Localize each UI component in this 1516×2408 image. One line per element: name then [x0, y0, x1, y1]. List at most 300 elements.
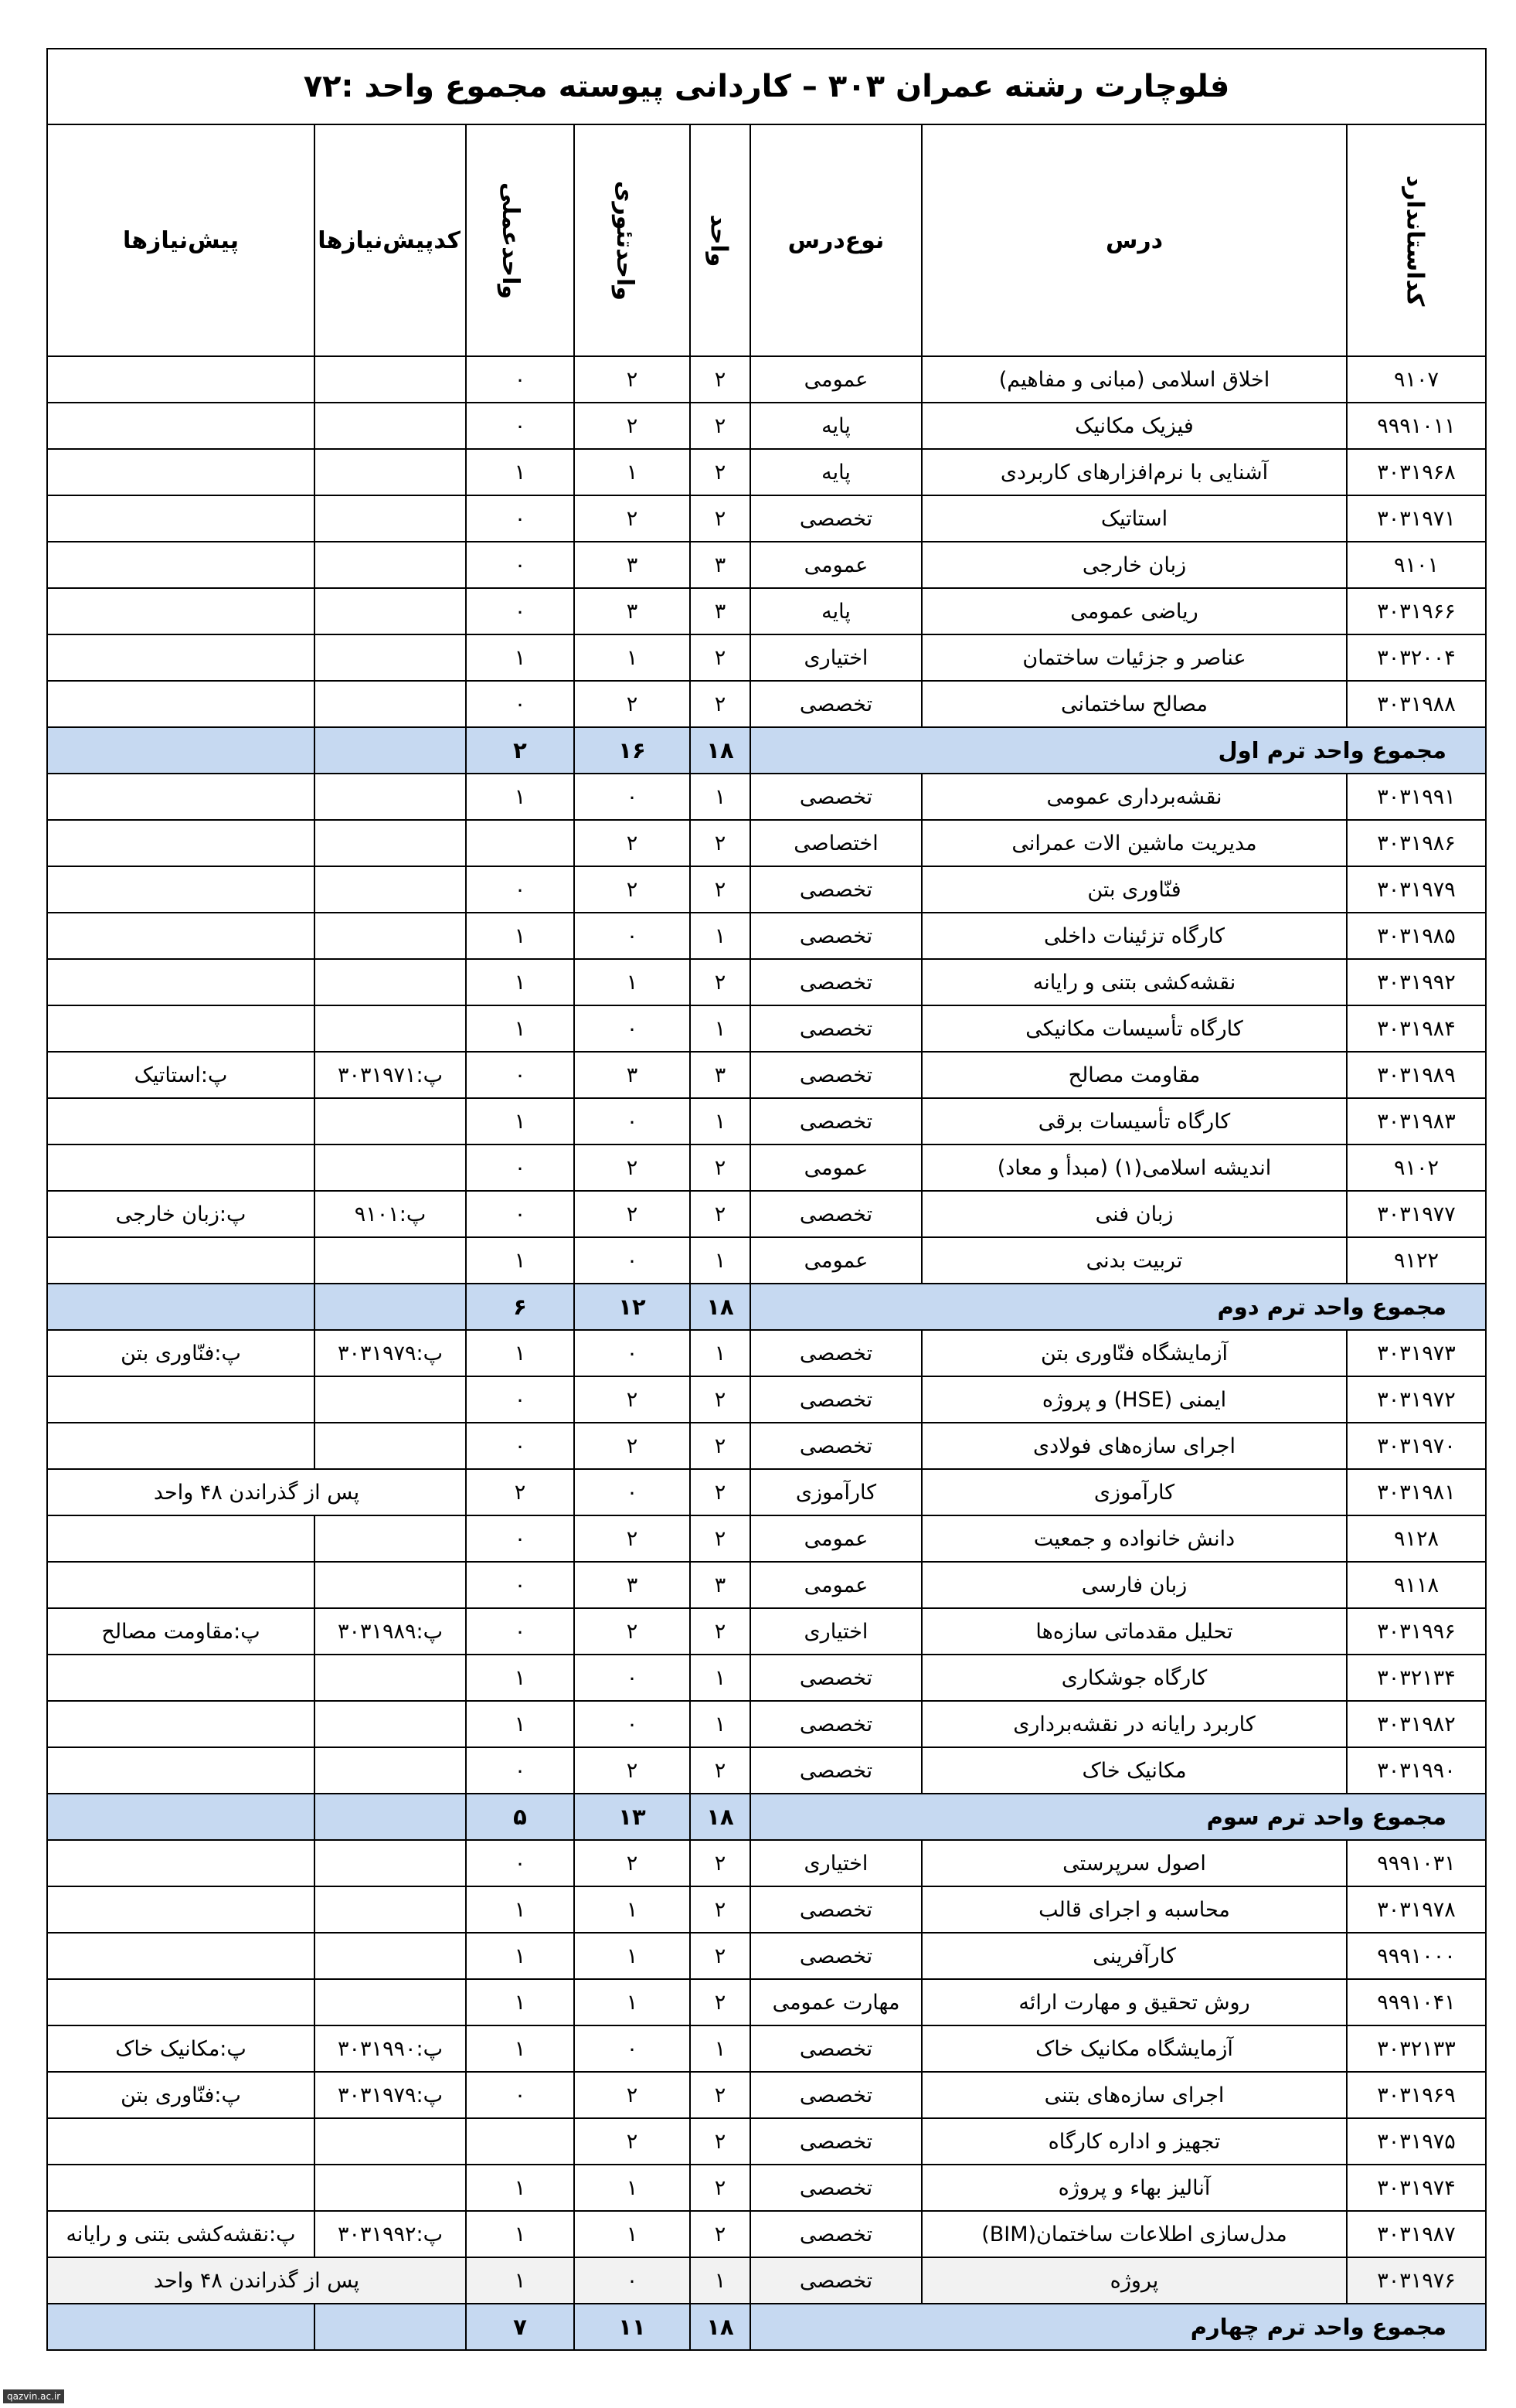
table-row	[47, 2211, 1486, 2257]
course-name: زبان خارجی	[922, 542, 1347, 588]
prerequisite-name	[47, 1005, 314, 1052]
course-theory-units: ۲	[574, 2072, 690, 2118]
course-practical-units	[466, 820, 574, 866]
course-name: کارآفرینی	[922, 1933, 1347, 1979]
prerequisite-code	[314, 2118, 466, 2165]
course-code: ۳۰۳۱۹۷۰	[1347, 1423, 1486, 1469]
course-type: تخصصی	[750, 495, 922, 542]
course-practical-units: ۰	[466, 866, 574, 913]
course-practical-units: ۰	[466, 1515, 574, 1562]
course-units: ۲	[690, 495, 750, 542]
term-summary-empty-prereq	[47, 1794, 314, 1840]
course-code: ۳۰۳۱۹۶۶	[1347, 588, 1486, 634]
course-units: ۲	[690, 959, 750, 1005]
prerequisite-code: پ:۳۰۳۱۹۷۹	[314, 2072, 466, 2118]
prerequisite-name: پ:مقاومت مصالح	[47, 1608, 314, 1655]
prerequisite-name	[47, 1562, 314, 1608]
course-name: تحلیل مقدماتی سازه‌ها	[922, 1608, 1347, 1655]
course-units: ۲	[690, 866, 750, 913]
table-row	[47, 774, 1486, 820]
course-type: پایه	[750, 588, 922, 634]
header-row	[47, 124, 1486, 356]
course-code: ۳۰۳۱۹۷۸	[1347, 1886, 1486, 1933]
course-name: فنّاوری بتن	[922, 866, 1347, 913]
table-row	[47, 2165, 1486, 2211]
course-units: ۳	[690, 542, 750, 588]
course-name: آزمایشگاه مکانیک خاک	[922, 2025, 1347, 2072]
course-practical-units: ۰	[466, 1562, 574, 1608]
course-name: کارآموزی	[922, 1469, 1347, 1515]
table-row	[47, 403, 1486, 449]
table-row	[47, 959, 1486, 1005]
course-type: تخصصی	[750, 959, 922, 1005]
course-units: ۲	[690, 1191, 750, 1237]
prerequisite-code	[314, 1979, 466, 2025]
prerequisite-name	[47, 634, 314, 681]
header-prereq-code: کدپیش‌نیازها	[314, 124, 466, 356]
prerequisite-code	[314, 866, 466, 913]
course-type: تخصصی	[750, 2025, 922, 2072]
table-row	[47, 1840, 1486, 1886]
course-type: اختصاصی	[750, 820, 922, 866]
prerequisite-name	[47, 1655, 314, 1701]
prerequisite-name	[47, 1886, 314, 1933]
course-name: اجرای سازه‌های بتنی	[922, 2072, 1347, 2118]
course-code: ۳۰۳۱۹۸۵	[1347, 913, 1486, 959]
term-summary-units: ۱۸	[690, 2304, 750, 2350]
course-type: پایه	[750, 449, 922, 495]
prerequisite-name	[47, 1840, 314, 1886]
course-type: اختیاری	[750, 634, 922, 681]
course-theory-units: ۲	[574, 1376, 690, 1423]
course-units: ۲	[690, 2165, 750, 2211]
course-theory-units: ۲	[574, 2118, 690, 2165]
course-name: اخلاق اسلامی (مبانی و مفاهیم)	[922, 356, 1347, 403]
prerequisite-code	[314, 1701, 466, 1747]
table-row	[47, 1098, 1486, 1144]
course-name: تجهیز و اداره کارگاه	[922, 2118, 1347, 2165]
course-code: ۳۰۳۱۹۶۸	[1347, 449, 1486, 495]
table-row	[47, 634, 1486, 681]
prerequisite-code: پ:۳۰۳۱۹۷۹	[314, 1330, 466, 1376]
course-units: ۳	[690, 1562, 750, 1608]
table-row	[47, 1144, 1486, 1191]
prerequisite-code	[314, 1886, 466, 1933]
course-practical-units: ۰	[466, 495, 574, 542]
course-units: ۱	[690, 1701, 750, 1747]
course-theory-units: ۰	[574, 1237, 690, 1284]
course-units: ۲	[690, 403, 750, 449]
prerequisite-code	[314, 1098, 466, 1144]
course-theory-units: ۳	[574, 542, 690, 588]
course-practical-units: ۰	[466, 1376, 574, 1423]
course-name: مصالح ساختمانی	[922, 681, 1347, 727]
course-theory-units: ۱	[574, 2165, 690, 2211]
course-code: ۳۰۳۲۱۳۴	[1347, 1655, 1486, 1701]
course-code: ۹۱۰۲	[1347, 1144, 1486, 1191]
table-row	[47, 1469, 1486, 1515]
prerequisite-code	[314, 681, 466, 727]
prerequisite-code	[314, 1933, 466, 1979]
course-type: تخصصی	[750, 2211, 922, 2257]
table-row	[47, 1005, 1486, 1052]
course-name: اجرای سازه‌های فولادی	[922, 1423, 1347, 1469]
prerequisite-name	[47, 1979, 314, 2025]
prerequisite-code	[314, 1376, 466, 1423]
course-practical-units: ۰	[466, 1423, 574, 1469]
table-row	[47, 1608, 1486, 1655]
prerequisite-name	[47, 820, 314, 866]
course-practical-units: ۱	[466, 1005, 574, 1052]
course-name: ریاضی عمومی	[922, 588, 1347, 634]
course-name: مقاومت مصالح	[922, 1052, 1347, 1098]
course-theory-units: ۲	[574, 1191, 690, 1237]
course-practical-units: ۰	[466, 2072, 574, 2118]
table-row	[47, 1562, 1486, 1608]
course-name: محاسبه و اجرای قالب	[922, 1886, 1347, 1933]
course-theory-units: ۰	[574, 774, 690, 820]
course-units: ۲	[690, 449, 750, 495]
course-type: کارآموزی	[750, 1469, 922, 1515]
course-type: عمومی	[750, 1562, 922, 1608]
header-practical-label: واحدعملی	[496, 182, 524, 299]
course-type: عمومی	[750, 1237, 922, 1284]
prerequisite-code	[314, 542, 466, 588]
course-theory-units: ۰	[574, 2025, 690, 2072]
prerequisite-name	[47, 1701, 314, 1747]
course-theory-units: ۰	[574, 913, 690, 959]
course-units: ۱	[690, 1655, 750, 1701]
course-type: تخصصی	[750, 1330, 922, 1376]
table-row	[47, 356, 1486, 403]
course-units: ۲	[690, 1515, 750, 1562]
prerequisite-code	[314, 1840, 466, 1886]
term-summary-row	[47, 2304, 1486, 2350]
course-units: ۳	[690, 588, 750, 634]
prerequisite-name	[47, 1933, 314, 1979]
table-row	[47, 1886, 1486, 1933]
course-theory-units: ۱	[574, 449, 690, 495]
course-code: ۳۰۳۱۹۸۷	[1347, 2211, 1486, 2257]
term-summary-practical: ۵	[466, 1794, 574, 1840]
course-code: ۳۰۳۱۹۸۴	[1347, 1005, 1486, 1052]
course-name: کارگاه جوشکاری	[922, 1655, 1347, 1701]
prerequisite-code	[314, 913, 466, 959]
course-units: ۲	[690, 1747, 750, 1794]
prerequisite-name: پ:فنّاوری بتن	[47, 1330, 314, 1376]
header-code	[1347, 124, 1486, 356]
course-practical-units: ۰	[466, 403, 574, 449]
course-practical-units: ۰	[466, 1840, 574, 1886]
prerequisite-code	[314, 2165, 466, 2211]
course-practical-units: ۰	[466, 588, 574, 634]
course-theory-units: ۰	[574, 1469, 690, 1515]
course-units: ۲	[690, 2118, 750, 2165]
term-summary-label: مجموع واحد ترم اول	[750, 727, 1486, 774]
course-units: ۲	[690, 1423, 750, 1469]
course-theory-units: ۲	[574, 866, 690, 913]
prerequisite-code: پ:۳۰۳۱۹۹۲	[314, 2211, 466, 2257]
course-code: ۹۹۹۱۰۳۱	[1347, 1840, 1486, 1886]
course-theory-units: ۲	[574, 1608, 690, 1655]
prerequisite-code	[314, 820, 466, 866]
course-units: ۱	[690, 774, 750, 820]
table-row	[47, 1701, 1486, 1747]
course-practical-units: ۰	[466, 1052, 574, 1098]
flowchart-sheet	[46, 48, 1485, 2351]
title-row	[47, 49, 1486, 124]
course-code: ۳۰۳۱۹۹۲	[1347, 959, 1486, 1005]
course-units: ۲	[690, 1469, 750, 1515]
prerequisite-name	[47, 913, 314, 959]
term-summary-label: مجموع واحد ترم سوم	[750, 1794, 1486, 1840]
course-type: تخصصی	[750, 1701, 922, 1747]
prerequisite-name	[47, 403, 314, 449]
page-title: فلوچارت رشته عمران ۳۰۳ – کاردانی پیوسته مجموع واحد :۷۲	[47, 49, 1486, 124]
course-units: ۲	[690, 356, 750, 403]
term-summary-theory: ۱۶	[574, 727, 690, 774]
course-name: کارگاه تزئینات داخلی	[922, 913, 1347, 959]
course-practical-units: ۱	[466, 1886, 574, 1933]
table-row	[47, 588, 1486, 634]
prerequisite-code	[314, 634, 466, 681]
header-units	[690, 124, 750, 356]
term-summary-units: ۱۸	[690, 727, 750, 774]
course-practical-units: ۱	[466, 1979, 574, 2025]
course-type: تخصصی	[750, 866, 922, 913]
term-summary-label: مجموع واحد ترم چهارم	[750, 2304, 1486, 2350]
table-row	[47, 1376, 1486, 1423]
course-type: پایه	[750, 403, 922, 449]
course-theory-units: ۳	[574, 1052, 690, 1098]
course-theory-units: ۲	[574, 820, 690, 866]
course-name: مدل‌سازی اطلاعات ساختمان(BIM)	[922, 2211, 1347, 2257]
course-name: کاربرد رایانه در نقشه‌برداری	[922, 1701, 1347, 1747]
header-units-label: واحد	[705, 214, 733, 267]
course-theory-units: ۲	[574, 403, 690, 449]
course-units: ۲	[690, 1933, 750, 1979]
course-code: ۳۰۳۱۹۸۶	[1347, 820, 1486, 866]
course-practical-units: ۰	[466, 356, 574, 403]
course-units: ۱	[690, 1330, 750, 1376]
prerequisite-name	[47, 495, 314, 542]
course-name: فیزیک مکانیک	[922, 403, 1347, 449]
course-type: عمومی	[750, 1144, 922, 1191]
table-row	[47, 1747, 1486, 1794]
table-row	[47, 2072, 1486, 2118]
header-prereq: پیش‌نیازها	[47, 124, 314, 356]
course-theory-units: ۲	[574, 1747, 690, 1794]
course-code: ۹۹۹۱۰۱۱	[1347, 403, 1486, 449]
footer-logo: qazvin.ac.ir	[3, 2389, 64, 2403]
course-units: ۲	[690, 1979, 750, 2025]
course-code: ۳۰۳۱۹۹۰	[1347, 1747, 1486, 1794]
course-theory-units: ۲	[574, 495, 690, 542]
course-practical-units: ۱	[466, 1098, 574, 1144]
course-name: مدیریت ماشین الات عمرانی	[922, 820, 1347, 866]
prerequisite-name	[47, 959, 314, 1005]
table-row	[47, 2257, 1486, 2304]
course-name: نقشه‌برداری عمومی	[922, 774, 1347, 820]
table-row	[47, 866, 1486, 913]
course-theory-units: ۰	[574, 1005, 690, 1052]
table-row	[47, 1052, 1486, 1098]
prerequisite-name	[47, 588, 314, 634]
prerequisite-code: پ:۹۱۰۱	[314, 1191, 466, 1237]
prerequisite-name: پ:فنّاوری بتن	[47, 2072, 314, 2118]
prerequisite-code	[314, 959, 466, 1005]
term-summary-theory: ۱۱	[574, 2304, 690, 2350]
term-summary-theory: ۱۳	[574, 1794, 690, 1840]
course-units: ۲	[690, 1840, 750, 1886]
course-units: ۲	[690, 820, 750, 866]
prerequisite-note: پس از گذراندن ۴۸ واحد	[47, 1469, 466, 1515]
course-type: تخصصی	[750, 1376, 922, 1423]
term-summary-empty-code	[314, 727, 466, 774]
table-row	[47, 449, 1486, 495]
course-code: ۳۰۳۱۹۷۷	[1347, 1191, 1486, 1237]
prerequisite-code	[314, 1423, 466, 1469]
course-theory-units: ۲	[574, 1840, 690, 1886]
course-theory-units: ۳	[574, 1562, 690, 1608]
course-theory-units: ۰	[574, 1655, 690, 1701]
course-theory-units: ۱	[574, 634, 690, 681]
course-code: ۳۰۳۱۹۸۳	[1347, 1098, 1486, 1144]
course-type: مهارت عمومی	[750, 1979, 922, 2025]
course-type: تخصصی	[750, 1098, 922, 1144]
prerequisite-note: پس از گذراندن ۴۸ واحد	[47, 2257, 466, 2304]
table-row	[47, 2025, 1486, 2072]
course-code: ۹۱۰۱	[1347, 542, 1486, 588]
term-summary-label: مجموع واحد ترم دوم	[750, 1284, 1486, 1330]
course-code: ۳۰۳۱۹۷۱	[1347, 495, 1486, 542]
course-practical-units: ۱	[466, 2165, 574, 2211]
course-units: ۲	[690, 2211, 750, 2257]
course-name: زبان فنی	[922, 1191, 1347, 1237]
course-name: عناصر و جزئیات ساختمان	[922, 634, 1347, 681]
course-practical-units: ۱	[466, 2211, 574, 2257]
course-theory-units: ۲	[574, 1515, 690, 1562]
course-type: تخصصی	[750, 774, 922, 820]
course-units: ۱	[690, 1098, 750, 1144]
table-row	[47, 1515, 1486, 1562]
course-name: آزمایشگاه فنّاوری بتن	[922, 1330, 1347, 1376]
prerequisite-code	[314, 1655, 466, 1701]
course-type: تخصصی	[750, 1655, 922, 1701]
course-type: تخصصی	[750, 913, 922, 959]
prerequisite-name: پ:مکانیک خاک	[47, 2025, 314, 2072]
course-practical-units: ۱	[466, 913, 574, 959]
term-summary-practical: ۶	[466, 1284, 574, 1330]
course-name: روش تحقیق و مهارت ارائه	[922, 1979, 1347, 2025]
course-name: استاتیک	[922, 495, 1347, 542]
table-row	[47, 1979, 1486, 2025]
term-summary-empty-code	[314, 2304, 466, 2350]
course-theory-units: ۲	[574, 356, 690, 403]
term-summary-empty-prereq	[47, 2304, 314, 2350]
prerequisite-name	[47, 449, 314, 495]
course-type: عمومی	[750, 356, 922, 403]
prerequisite-name	[47, 1747, 314, 1794]
course-code: ۳۰۳۱۹۷۹	[1347, 866, 1486, 913]
course-units: ۲	[690, 1608, 750, 1655]
table-row	[47, 542, 1486, 588]
course-practical-units: ۱	[466, 774, 574, 820]
course-name: نقشه‌کشی بتنی و رایانه	[922, 959, 1347, 1005]
course-units: ۱	[690, 913, 750, 959]
course-theory-units: ۰	[574, 1701, 690, 1747]
term-summary-row	[47, 1794, 1486, 1840]
table-body	[47, 356, 1486, 2350]
course-units: ۱	[690, 1005, 750, 1052]
course-type: اختیاری	[750, 1608, 922, 1655]
course-type: تخصصی	[750, 1005, 922, 1052]
term-summary-units: ۱۸	[690, 1284, 750, 1330]
prerequisite-code	[314, 403, 466, 449]
course-type: تخصصی	[750, 2072, 922, 2118]
course-name: دانش خانواده و جمعیت	[922, 1515, 1347, 1562]
prerequisite-name: پ:نقشه‌کشی بتنی و رایانه	[47, 2211, 314, 2257]
course-units: ۲	[690, 681, 750, 727]
header-practical	[466, 124, 574, 356]
course-name: ایمنی (HSE) و پروژه	[922, 1376, 1347, 1423]
course-practical-units: ۰	[466, 681, 574, 727]
prerequisite-code	[314, 356, 466, 403]
header-code-label: کداستاندارد	[1401, 175, 1429, 306]
prerequisite-name	[47, 1144, 314, 1191]
course-name: آنالیز بهاء و پروژه	[922, 2165, 1347, 2211]
course-theory-units: ۰	[574, 2257, 690, 2304]
table-row	[47, 495, 1486, 542]
course-practical-units: ۲	[466, 1469, 574, 1515]
course-name: کارگاه تأسیسات برقی	[922, 1098, 1347, 1144]
course-code: ۳۰۳۱۹۸۲	[1347, 1701, 1486, 1747]
course-code: ۹۹۹۱۰۴۱	[1347, 1979, 1486, 2025]
course-practical-units: ۱	[466, 959, 574, 1005]
table-row	[47, 1933, 1486, 1979]
course-units: ۲	[690, 2072, 750, 2118]
course-units: ۲	[690, 1886, 750, 1933]
course-practical-units: ۰	[466, 542, 574, 588]
course-theory-units: ۱	[574, 2211, 690, 2257]
course-type: تخصصی	[750, 1933, 922, 1979]
prerequisite-name	[47, 1376, 314, 1423]
course-units: ۱	[690, 2025, 750, 2072]
course-units: ۲	[690, 634, 750, 681]
course-theory-units: ۲	[574, 681, 690, 727]
course-code: ۳۰۳۱۹۶۹	[1347, 2072, 1486, 2118]
prerequisite-name	[47, 356, 314, 403]
header-course: درس	[922, 124, 1347, 356]
prerequisite-code: پ:۳۰۳۱۹۷۱	[314, 1052, 466, 1098]
course-practical-units: ۱	[466, 1933, 574, 1979]
prerequisite-name	[47, 1515, 314, 1562]
table-row	[47, 1237, 1486, 1284]
course-practical-units: ۱	[466, 1330, 574, 1376]
course-units: ۳	[690, 1052, 750, 1098]
course-practical-units: ۱	[466, 1701, 574, 1747]
course-practical-units: ۰	[466, 1144, 574, 1191]
course-type: تخصصی	[750, 1747, 922, 1794]
term-summary-empty-code	[314, 1284, 466, 1330]
course-code: ۳۰۳۱۹۷۲	[1347, 1376, 1486, 1423]
course-units: ۲	[690, 1376, 750, 1423]
course-code: ۳۰۳۱۹۹۶	[1347, 1608, 1486, 1655]
term-summary-empty-prereq	[47, 1284, 314, 1330]
table-row	[47, 1655, 1486, 1701]
course-practical-units	[466, 2118, 574, 2165]
prerequisite-name	[47, 774, 314, 820]
